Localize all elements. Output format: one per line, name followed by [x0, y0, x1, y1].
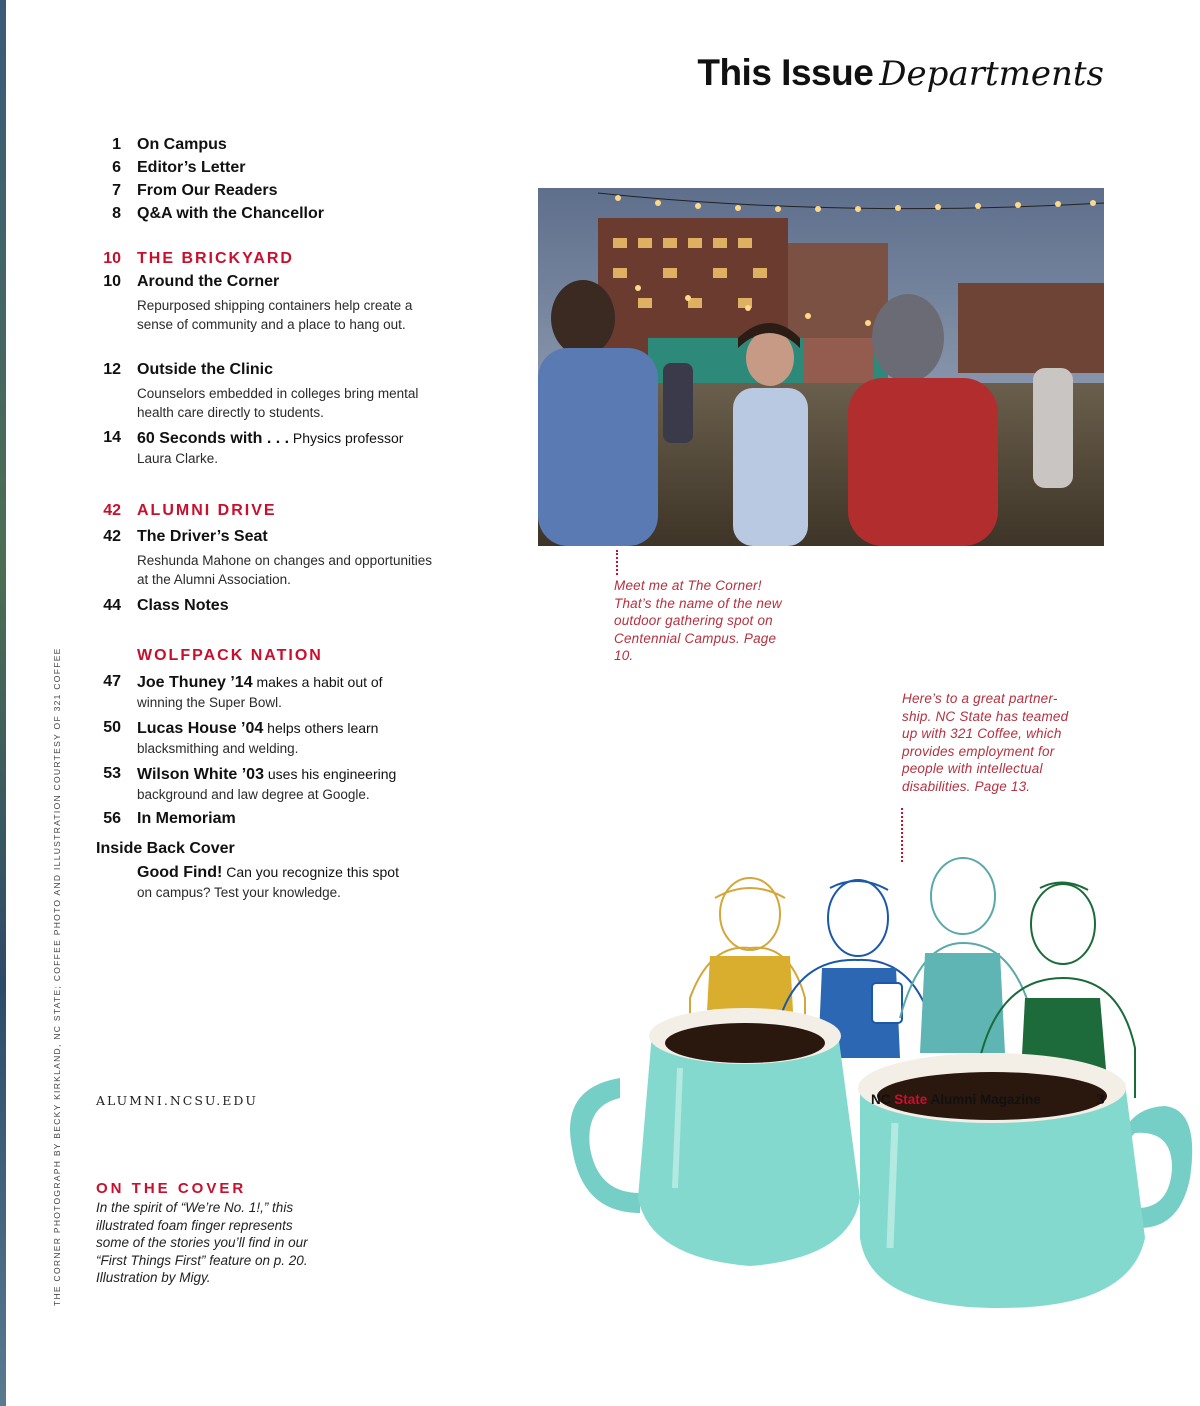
footer-brand-nc: NC	[871, 1092, 891, 1107]
item-description: Repurposed shipping containers help create a sense of community and a place to hang out.	[137, 298, 413, 332]
item-title: Joe Thuney ’14	[137, 674, 253, 691]
item-description: blacksmithing and welding.	[137, 741, 299, 756]
on-the-cover-heading: ON THE COVER	[96, 1180, 247, 1197]
item-inline-text: uses his engineering	[263, 766, 397, 782]
item-title: Q&A with the Chancellor	[137, 205, 324, 222]
page-number: 10	[103, 273, 121, 290]
item-title: Wilson White ’03	[137, 766, 264, 783]
item-description: winning the Super Bowl.	[137, 695, 282, 710]
item-title: From Our Readers	[137, 182, 278, 199]
page-number: 7	[112, 182, 121, 199]
footer-brand-rest: Alumni Magazine	[930, 1092, 1041, 1107]
section-page-number: 42	[103, 502, 121, 519]
page-number: 42	[103, 528, 121, 545]
item-inline-text: Physics professor	[289, 430, 404, 446]
page-number: 47	[103, 673, 121, 690]
item-title: Editor’s Letter	[137, 159, 246, 176]
left-page-edge	[0, 0, 6, 1406]
item-description: Counselors embedded in colleges bring mental health care directly to students.	[137, 386, 419, 420]
item-title: Around the Corner	[137, 273, 280, 290]
footer-brand-state: State	[894, 1092, 928, 1107]
section-title: THE BRICKYARD	[137, 250, 294, 267]
item-inline-text: Can you recognize this spot	[222, 864, 399, 880]
item-title: In Memoriam	[137, 810, 236, 827]
item-title: Good Find!	[137, 864, 223, 881]
item-title: On Campus	[137, 136, 227, 153]
photo-caption-coffee: Here’s to a great partner-ship. NC State has teamed up with 321 Coffee, which provides employment for people with intellectual disabilities. Page 13.	[902, 691, 1069, 794]
page-number: 50	[103, 719, 121, 736]
item-title: Lucas House ’04	[137, 720, 264, 737]
section-title: ALUMNI DRIVE	[137, 502, 277, 519]
item-label: Inside Back Cover	[96, 840, 235, 857]
section-title: WOLFPACK NATION	[137, 647, 323, 664]
item-title: The Driver’s Seat	[137, 528, 268, 545]
page-number: 53	[103, 765, 121, 782]
coffee-mugs-and-baristas	[560, 848, 1200, 1308]
page-number: 6	[112, 159, 121, 176]
item-description: background and law degree at Google.	[137, 787, 370, 802]
photo-illustration	[538, 188, 1104, 546]
page-number: 44	[103, 597, 121, 614]
item-description: Reshunda Mahone on changes and opportunities at the Alumni Association.	[137, 553, 432, 587]
item-title: Class Notes	[137, 597, 229, 614]
item-inline-text: helps others learn	[263, 720, 379, 736]
page-number: 8	[112, 205, 121, 222]
item-description: on campus? Test your knowledge.	[137, 885, 341, 900]
coffee-illustration	[560, 848, 1200, 1308]
photo-caption-corner: Meet me at The Corner! That’s the name of the new outdoor gathering spot on Centennial Campus. Page 10.	[614, 578, 782, 663]
page-subtitle: Departments	[879, 54, 1104, 94]
item-title: 60 Seconds with . . .	[137, 430, 290, 447]
photo-credit: THE CORNER PHOTOGRAPH BY BECKY KIRKLAND, NC STATE; COFFEE PHOTO AND ILLUSTRATION COURTESY OF 321 COFFEE	[52, 647, 62, 1306]
footer-url[interactable]: ALUMNI.NCSU.EDU	[96, 1093, 258, 1108]
page-header	[697, 52, 1104, 94]
page-number-footer: 3	[1096, 1093, 1106, 1108]
item-title: Outside the Clinic	[137, 361, 274, 378]
page-number: 56	[103, 810, 121, 827]
page-title: This Issue	[697, 52, 874, 93]
item-inline-text: makes a habit out of	[252, 674, 383, 690]
section-page-number: 10	[103, 250, 121, 267]
on-the-cover-text: In the spirit of “We’re No. 1!,” this illustrated foam finger represents some of the stories you’ll find in our “First Things First” feature on p. 20. Illustration by Migy.	[96, 1200, 308, 1285]
item-description: Laura Clarke.	[137, 451, 219, 466]
page-number: 14	[103, 429, 121, 446]
page-number: 1	[112, 136, 121, 153]
the-corner-photo	[538, 188, 1104, 546]
footer-magazine-name	[871, 1092, 1041, 1107]
page-number: 12	[103, 361, 121, 378]
caption-leader-dots	[616, 550, 618, 575]
